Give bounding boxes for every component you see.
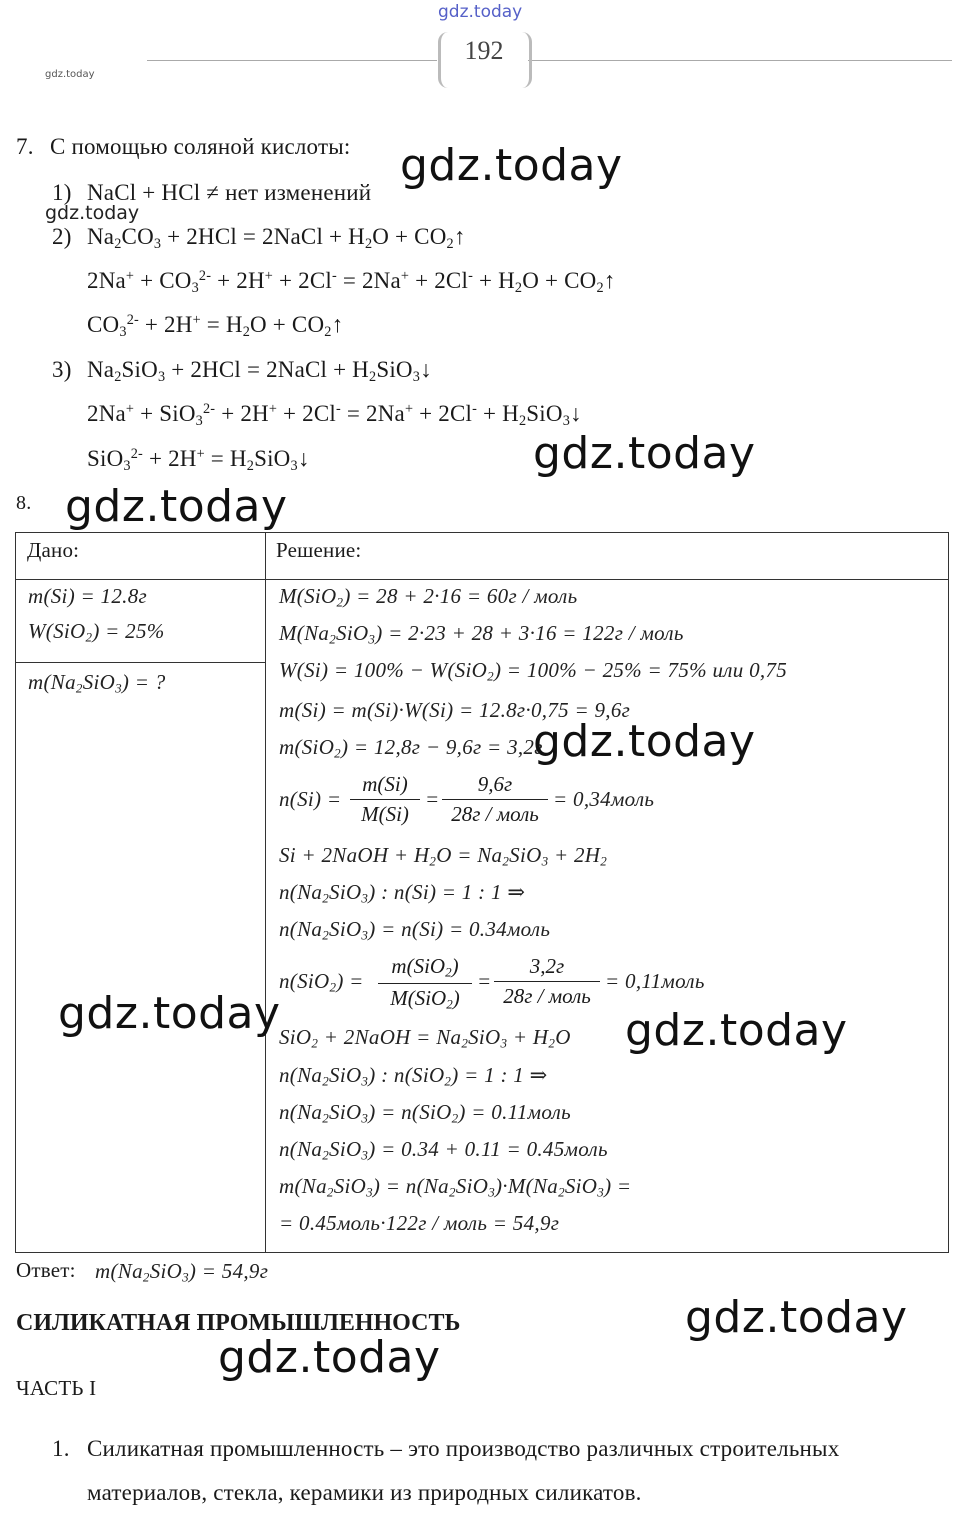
- solution-nsi-eq: =: [425, 787, 440, 811]
- watermark-top: gdz.today: [438, 2, 523, 22]
- solution-line: SiO$_2$ + 2NaOH = $Na_2SiO_3 + H_2O$: [279, 1025, 571, 1051]
- fraction-msi-over-Msi: $\frac{m(Si)}{M(Si)}$: [350, 772, 420, 827]
- section-item-num: 1.: [52, 1436, 70, 1461]
- section-item-line1: Силикатная промышленность – это производство различных строительных: [87, 1436, 840, 1461]
- fraction-nsi-values: 9,6г 28г / моль: [442, 772, 548, 827]
- task7-item1-text: NaCl + HCl ≠ нет изменений: [87, 180, 372, 205]
- task7-number: 7.: [16, 134, 34, 159]
- task7-item2-eq3: $CO_3^{2-} + 2H^+ = H_2O$ + $CO_2↑$: [87, 312, 344, 340]
- watermark: gdz.today: [400, 140, 623, 191]
- given-fraction-sio2: W(SiO$_2$) = 25%: [28, 619, 165, 645]
- solution-nsi-left: n(Si) =: [279, 787, 342, 811]
- task7-title: С помощью соляной кислоты:: [50, 134, 351, 159]
- task7-item3-eq1: $Na_2SiO_3 + 2HCl$ = 2NaCl + $H_2SiO_3↓$: [87, 357, 432, 385]
- header-rule-right: [528, 60, 952, 61]
- task7-item2-eq2: $2Na^+ + CO_3^{2-} + 2H^+ + 2Cl^- = 2Na^+ + 2Cl^- + H_2O$ + $CO_2↑$: [87, 268, 616, 296]
- solution-nsi-result: = 0,34моль: [553, 787, 655, 811]
- task7-item2-eq1: $Na_2CO_3 + 2HCl$ = 2NaCl + $H_2O$ + $CO_2↑$: [87, 224, 466, 252]
- solution-header: Решение:: [276, 538, 362, 562]
- solution-line: $n(Na_2SiO_3)$ : n(SiO$_2$) = 1 : 1 ⇒: [279, 1063, 548, 1089]
- answer-value: $m(Na_2SiO_3) = 54,9г$: [95, 1259, 269, 1285]
- watermark-header-left: gdz.today: [45, 69, 95, 80]
- watermark: gdz.today: [533, 716, 756, 767]
- task8-number: 8.: [16, 492, 32, 514]
- watermark: gdz.today: [65, 481, 288, 532]
- answer-label: Ответ:: [16, 1258, 76, 1282]
- section-title: СИЛИКАТНАЯ ПРОМЫШЛЕННОСТЬ: [16, 1310, 461, 1336]
- task7-item3-eq3: $SiO_3^{2-} + 2H^+ = H_2SiO_3↓$: [87, 446, 310, 474]
- solution-line: $n(Na_2SiO_3) = 0.34 + 0.11$ = 0.45моль: [279, 1137, 608, 1163]
- solution-nsio2-result: = 0,11моль: [605, 969, 705, 993]
- task7-item1-num: 1): [52, 180, 72, 205]
- table-divider-header: [15, 579, 948, 580]
- table-divider-vertical: [265, 532, 266, 1252]
- fraction-msio2-over-Msio2: m(SiO$_2$) M(SiO$_2$): [378, 954, 472, 1012]
- section-item-line2: материалов, стекла, керамики из природных силикатов.: [87, 1480, 642, 1505]
- solution-line: = 0.45моль·122г / моль = 54,9г: [279, 1211, 560, 1235]
- solution-line: m(SiO$_2$) = 12,8г − 9,6г = 3,2г: [279, 735, 543, 761]
- solution-line: W(Si) = 100% − W(SiO$_2$) = 100% − 25% = 75% или 0,75: [279, 658, 788, 684]
- task7-item3-eq2: $2Na^+ + SiO_3^{2-} + 2H^+ + 2Cl^- = 2Na^+ + 2Cl^- + H_2SiO_3↓$: [87, 401, 582, 429]
- page-number: 192: [464, 36, 504, 65]
- solution-line: M(SiO$_2$) = 28 + 2·16 = 60г / моль: [279, 584, 578, 610]
- solution-line: $n(Na_2SiO_3)$ : n(Si) = 1 : 1 ⇒: [279, 880, 526, 906]
- solution-line: $M(Na_2SiO_3) = 2\cdot 23 + 28 + 3\cdot 16 = 122г$ / моль: [279, 621, 684, 647]
- fraction-nsio2-values: 3,2г 28г / моль: [494, 954, 600, 1009]
- watermark: gdz.today: [58, 988, 281, 1039]
- table-divider-given: [15, 662, 266, 663]
- solution-line: m(Si) = m(Si)·W(Si) = 12.8г·0,75 = 9,6г: [279, 698, 631, 722]
- watermark: gdz.today: [533, 428, 756, 479]
- solution-line: $n(Na_2SiO_3) = n(SiO_2)$ = 0.11моль: [279, 1100, 571, 1126]
- watermark: gdz.today: [685, 1292, 908, 1343]
- watermark: gdz.today: [625, 1005, 848, 1056]
- given-mass-si: m(Si) = 12.8г: [28, 584, 147, 608]
- header-rule-left: [147, 60, 437, 61]
- watermark: gdz.today: [218, 1332, 441, 1383]
- section-part: ЧАСТЬ I: [16, 1376, 97, 1400]
- find-mass-na2sio3: $m(Na_2SiO_3)$ = ?: [28, 670, 166, 696]
- watermark: gdz.today: [45, 202, 140, 224]
- solution-line: $n(Na_2SiO_3) = n(Si)$ = 0.34моль: [279, 917, 551, 943]
- task7-item2-num: 2): [52, 224, 72, 249]
- solution-nsio2-left: n(SiO$_2$) =: [279, 969, 364, 995]
- solution-line: Si + 2NaOH + $H_2O = Na_2SiO_3 + 2H_2$: [279, 843, 608, 869]
- task7-item3-num: 3): [52, 357, 72, 382]
- solution-nsio2-eq: =: [477, 969, 492, 993]
- given-header: Дано:: [27, 538, 80, 562]
- solution-line: $m(Na_2SiO_3) = n(Na_2SiO_3)\cdot M(Na_2SiO_3)$ =: [279, 1174, 632, 1200]
